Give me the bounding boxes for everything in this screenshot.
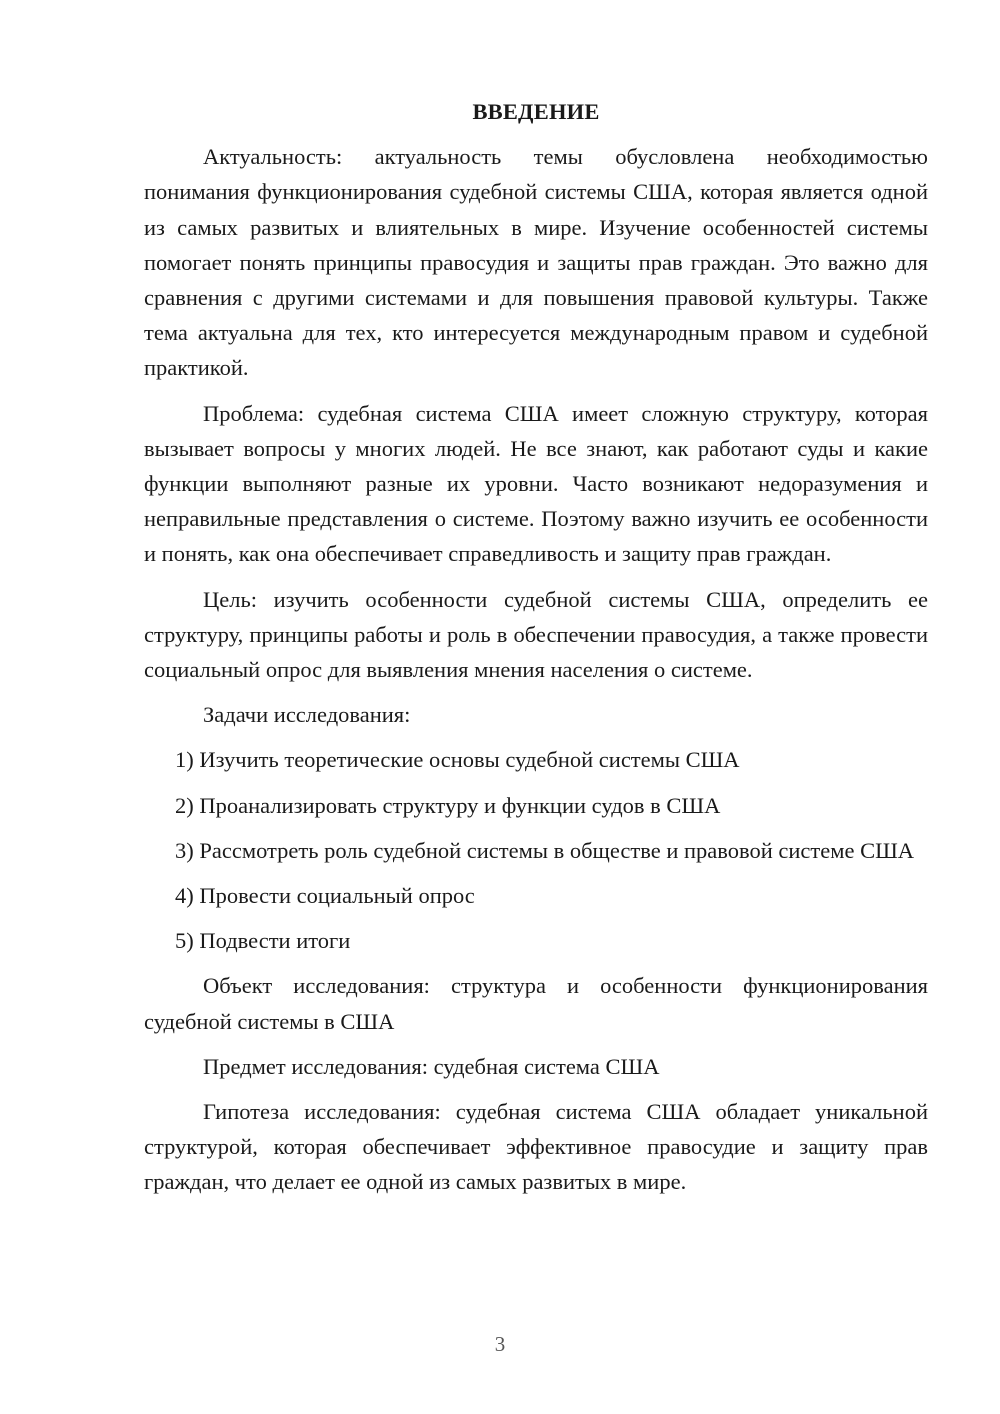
task-item-4: 4) Провести социальный опрос	[175, 883, 475, 909]
task-item-5: 5) Подвести итоги	[175, 928, 351, 954]
paragraph-object: Объект исследования: структура и особенности функционирования судебной системы в США	[144, 973, 928, 1034]
task-item-3: 3) Рассмотреть роль судебной системы в обществе и правовой системе США	[175, 837, 915, 863]
page-number: 3	[494, 1332, 506, 1356]
paragraph-relevance: Актуальность: актуальность темы обусловлена необходимостью понимания функционирования судебной системы США, которая является одной из самых развитых и влиятельных в мире. Изучение особенностей системы помогает понять принципы правосудия и защиты прав граждан. Это важно для сравнения с другими системами и для повышения правовой культуры. Также тема актуальна для тех, кто интересуется международным правом и судебной практикой.	[144, 144, 928, 381]
tasks-heading: Задачи исследования:	[203, 702, 411, 728]
task-item-1: 1) Изучить теоретические основы судебной системы США	[175, 747, 740, 773]
page-content	[144, 94, 928, 1210]
paragraph-problem: Проблема: судебная система США имеет сложную структуру, которая вызывает вопросы у многих людей. Не все знают, как работают суды и какие функции выполняют разные их уровни. Часто возникают недоразумения и неправильные представления о системе. Поэтому важно изучить ее особенности и понять, как она обеспечивает справедливость и защиту прав граждан.	[144, 400, 928, 567]
task-item-2: 2) Проанализировать структуру и функции судов в США	[175, 792, 721, 818]
paragraph-hypothesis: Гипотеза исследования: судебная система США обладает уникальной структурой, которая обеспечивает эффективное правосудие и защиту прав граждан, что делает ее одной из самых развитых в мире.	[144, 1099, 928, 1195]
section-heading: ВВЕДЕНИЕ	[472, 99, 600, 124]
paragraph-goal: Цель: изучить особенности судебной системы США, определить ее структуру, принципы работы и роль в обеспечении правосудия, а также провести социальный опрос для выявления мнения населения о системе.	[144, 586, 928, 683]
paragraph-subject: Предмет исследования: судебная система США	[203, 1053, 660, 1079]
